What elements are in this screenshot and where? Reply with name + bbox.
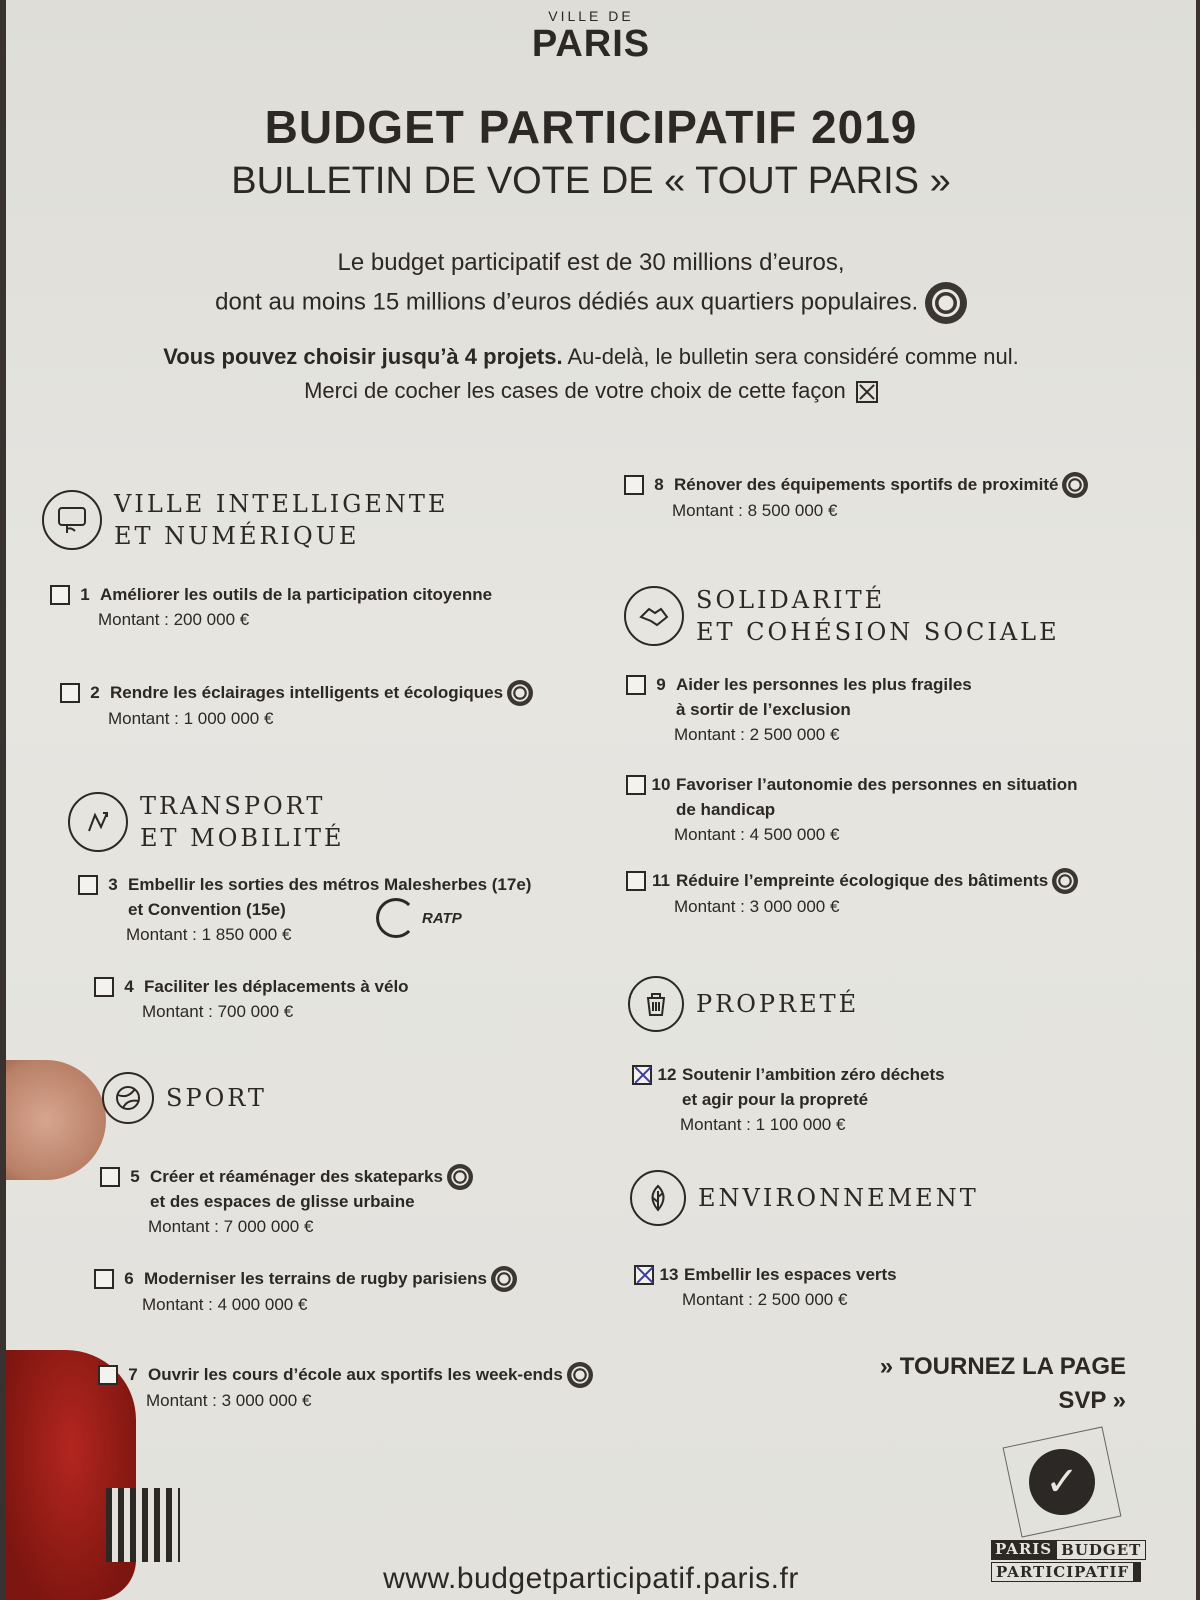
project-amount: Montant : 4 000 000 € [142,1295,308,1314]
website-url[interactable]: www.budgetparticipatif.paris.fr [383,1562,799,1595]
project-title: Faciliter les déplacements à vélo [144,977,409,996]
project-amount: Montant : 3 000 000 € [674,897,840,916]
project-6 [94,1266,517,1317]
rules-line-1 [6,340,1176,374]
thumb [6,1060,106,1180]
project-13 [634,1262,897,1312]
project-2 [60,680,533,731]
project-amount: Montant : 1 100 000 € [680,1115,846,1134]
project-checkbox-checked[interactable] [634,1265,654,1285]
ratp-logo [376,898,462,938]
ville-de-paris-logo [6,8,1176,64]
intro-line-2: dont au moins 15 millions d’euros dédiés aux quartiers populaires. [215,288,919,316]
project-checkbox[interactable] [624,475,644,495]
quartiers-populaires-badge-icon [925,282,967,324]
project-amount: Montant : 7 000 000 € [148,1217,314,1236]
project-11 [626,868,1078,919]
project-7 [98,1362,593,1413]
project-number: 11 [652,871,670,890]
project-amount: Montant : 1 000 000 € [108,709,274,728]
project-checkbox[interactable] [100,1167,120,1187]
intro-text [6,244,1176,324]
project-checkbox[interactable] [78,875,98,895]
project-checkbox[interactable] [94,1269,114,1289]
project-title: Rendre les éclairages intelligents et écologiques [110,683,504,702]
project-number: 2 [90,683,100,702]
project-checkbox[interactable] [50,585,70,605]
arrows-icon [68,792,128,852]
project-checkbox[interactable] [626,675,646,695]
logo-ville-de: VILLE DE [548,8,634,24]
section-title: SPORT [166,1084,267,1112]
project-amount: Montant : 4 500 000 € [674,825,840,844]
logo-paris: PARIS [531,23,651,65]
project-title: Favoriser l’autonomie des personnes en situation de handicap [676,775,1078,819]
project-number: 10 [651,775,671,794]
section-title: ENVIRONNEMENT [698,1184,979,1212]
project-title: Réduire l’empreinte écologique des bâtiments [676,871,1049,890]
project-checkbox[interactable] [626,775,646,795]
project-10 [626,772,1077,847]
page-title: BUDGET PARTICIPATIF 2019 [264,101,918,153]
budget-participatif-logo [991,1436,1141,1582]
project-checkbox[interactable] [94,977,114,997]
ballot-frame [1003,1426,1122,1537]
quartiers-populaires-badge-icon [567,1362,593,1388]
ball-icon [102,1072,154,1124]
section-solidarite [624,584,1060,648]
section-title: PROPRETÉ [696,990,860,1018]
quartiers-populaires-badge-icon [507,680,533,706]
project-4 [94,974,409,1024]
section-title: TRANSPORT ET MOBILITÉ [140,792,345,852]
project-title: Embellir les espaces verts [684,1265,897,1284]
section-environnement [630,1170,979,1226]
project-amount: Montant : 2 500 000 € [674,725,840,744]
crossed-box-example-icon [856,381,878,403]
project-number: 13 [659,1265,679,1284]
qr-code [106,1488,180,1562]
turn-line-1: » TOURNEZ LA PAGE [879,1353,1126,1380]
project-8 [624,472,1088,523]
project-number: 8 [654,475,664,494]
project-1 [50,582,492,632]
wordmark-line-1 [991,1540,1141,1560]
project-number: 7 [128,1365,138,1384]
trash-bin-icon [628,976,684,1032]
checkmark-icon: ✓ [1029,1449,1095,1515]
project-amount: Montant : 2 500 000 € [682,1290,848,1309]
turn-page-note [880,1350,1126,1418]
project-checkbox[interactable] [60,683,80,703]
project-amount: Montant : 1 850 000 € [126,925,292,944]
project-title: Embellir les sorties des métros Malesherbes (17e) et Convention (15e) [128,875,532,919]
project-number: 3 [108,875,118,894]
page-subtitle: BULLETIN DE VOTE DE « TOUT PARIS » [231,160,951,202]
project-title: Rénover des équipements sportifs de proximité [674,475,1059,494]
project-checkbox[interactable] [98,1365,118,1385]
check-instruction: Merci de cocher les cases de votre choix de cette façon [304,378,846,403]
project-checkbox[interactable] [626,871,646,891]
rule-bold: Vous pouvez choisir jusqu’à 4 projets. [163,344,563,369]
project-amount: Montant : 200 000 € [98,610,250,629]
ratp-icon [376,898,416,938]
intro-line-1: Le budget participatif est de 30 millions d’euros, [337,249,845,276]
project-title: Aider les personnes les plus fragiles à sortir de l’exclusion [676,675,972,719]
project-title: Créer et réaménager des skateparks et des espaces de glisse urbaine [150,1167,443,1211]
section-sport [102,1072,267,1124]
project-number: 9 [656,675,666,694]
rules-line-2 [6,374,1176,408]
project-title: Améliorer les outils de la participation citoyenne [100,585,493,604]
project-number: 5 [130,1167,140,1186]
project-number: 4 [124,977,134,996]
project-checkbox-checked[interactable] [632,1065,652,1085]
wordmark-paris: PARIS [991,1540,1056,1560]
section-title: VILLE INTELLIGENTE ET NUMÉRIQUE [114,490,449,550]
quartiers-populaires-badge-icon [447,1164,473,1190]
project-5 [100,1164,473,1239]
project-title: Soutenir l’ambition zéro déchets et agir pour la propreté [682,1065,945,1109]
handshake-icon [624,586,684,646]
section-proprete [628,976,859,1032]
project-12 [632,1062,945,1137]
ballot-sheet [6,0,1196,1600]
quartiers-populaires-badge-icon [1062,472,1088,498]
project-amount: Montant : 700 000 € [142,1002,294,1021]
project-amount: Montant : 8 500 000 € [672,501,838,520]
project-number: 6 [124,1269,134,1288]
section-title: SOLIDARITÉ ET COHÉSION SOCIALE [696,586,1060,646]
ratp-label: RATP [422,909,462,927]
wordmark-participatif: PARTICIPATIF [991,1562,1141,1582]
project-3 [78,872,531,947]
turn-line-2: SVP » [1058,1387,1126,1414]
quartiers-populaires-badge-icon [491,1266,517,1292]
project-amount: Montant : 3 000 000 € [146,1391,312,1410]
section-transport [68,790,344,854]
intro-line-2-wrap [6,282,1176,324]
wordmark-budget: BUDGET [1056,1540,1146,1560]
project-number: 12 [657,1065,677,1084]
screen-hand-icon [42,490,102,550]
rule-rest: Au-delà, le bulletin sera considéré comme nul. [562,344,1019,369]
quartiers-populaires-badge-icon [1052,868,1078,894]
section-ville-intelligente [42,488,448,552]
project-number: 1 [80,585,90,604]
project-title: Ouvrir les cours d’école aux sportifs les week-ends [148,1365,563,1384]
voting-rules [6,340,1176,408]
project-9 [626,672,972,747]
project-title: Moderniser les terrains de rugby parisiens [144,1269,487,1288]
leaf-icon [630,1170,686,1226]
